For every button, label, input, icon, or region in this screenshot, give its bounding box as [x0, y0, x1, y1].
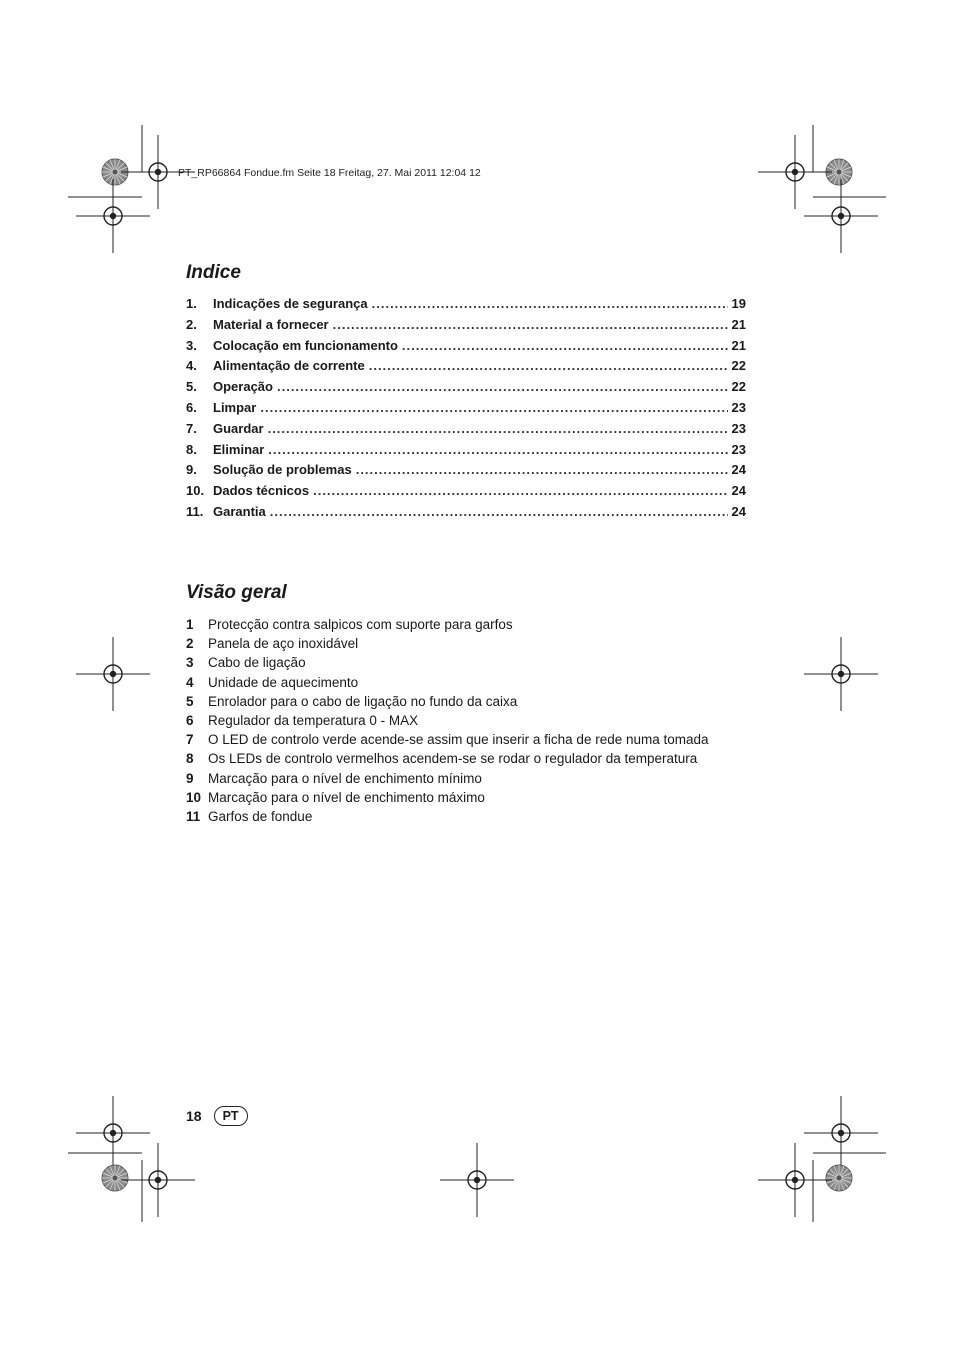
- toc-number: 5.: [186, 379, 197, 395]
- overview-item-text: Protecção contra salpicos com suporte para garfos: [208, 617, 513, 632]
- toc-leader-dots: [268, 421, 728, 436]
- overview-item: [186, 694, 766, 713]
- overview-item: [186, 617, 766, 636]
- toc-page-number: 19: [731, 296, 746, 311]
- toc-page-number: 24: [731, 483, 746, 499]
- overview-item-text: Marcação para o nível de enchimento mínimo: [208, 770, 482, 786]
- overview-item-number: 10: [186, 789, 202, 805]
- toc-title: Alimentação de corrente: [213, 358, 365, 374]
- page-footer: [186, 1106, 248, 1126]
- index-title: Indice: [186, 262, 241, 283]
- toc-title: Operação: [213, 379, 273, 395]
- toc-number: 1.: [186, 296, 197, 311]
- parts-overview-list: [186, 617, 766, 828]
- overview-item-text: Os LEDs de controlo vermelhos acendem-se se rodar o regulador da temperatura: [208, 751, 698, 767]
- overview-item-number: 1: [186, 617, 194, 632]
- toc-leader-dots: [260, 400, 727, 415]
- overview-item: [186, 675, 766, 694]
- toc-leader-dots: [356, 462, 728, 477]
- toc-leader-dots: [372, 296, 728, 311]
- overview-item: [186, 771, 766, 790]
- overview-item-number: 6: [186, 712, 194, 728]
- overview-item-text: Marcação para o nível de enchimento máximo: [208, 789, 485, 805]
- toc-page-number: 21: [731, 316, 746, 332]
- page-number: 18: [186, 1108, 202, 1124]
- overview-title: Visão geral: [186, 582, 287, 603]
- toc-leader-dots: [402, 338, 728, 353]
- toc-page-number: 22: [731, 379, 746, 395]
- toc-entry: [186, 317, 746, 338]
- overview-item-text: Panela de aço inoxidável: [208, 636, 359, 652]
- toc-title: Material a fornecer: [213, 316, 329, 332]
- toc-entry: [186, 504, 746, 525]
- toc-leader-dots: [268, 442, 727, 457]
- toc-number: 2.: [186, 316, 197, 332]
- toc-title: Indicações de segurança: [213, 296, 368, 311]
- toc-number: 10.: [186, 483, 205, 499]
- toc-entry: [186, 462, 746, 483]
- overview-item-number: 11: [186, 808, 201, 824]
- toc-title: Limpar: [213, 399, 257, 415]
- overview-item-number: 7: [186, 732, 194, 748]
- toc-number: 9.: [186, 462, 197, 478]
- toc-leader-dots: [369, 358, 728, 373]
- toc-number: 8.: [186, 441, 197, 457]
- toc-number: 11.: [186, 503, 204, 519]
- overview-item: [186, 809, 766, 828]
- toc-number: 3.: [186, 337, 197, 353]
- overview-item-number: 2: [186, 636, 194, 652]
- toc-page-number: 24: [731, 462, 746, 478]
- toc-title: Dados técnicos: [213, 483, 310, 499]
- toc-page-number: 24: [731, 503, 746, 519]
- overview-item: [186, 790, 766, 809]
- toc-page-number: 22: [731, 358, 746, 374]
- toc-title: Garantia: [213, 503, 266, 519]
- overview-item-number: 8: [186, 751, 194, 767]
- overview-item-text: O LED de controlo verde acende-se assim que inserir a ficha de rede numa tomada: [208, 732, 709, 748]
- overview-item-text: Unidade de aquecimento: [208, 674, 359, 690]
- overview-item-number: 5: [186, 693, 194, 709]
- toc-title: Colocação em funcionamento: [213, 337, 398, 353]
- language-badge: PT: [214, 1106, 248, 1126]
- overview-item: [186, 655, 766, 674]
- overview-item-text: Garfos de fondue: [208, 808, 313, 824]
- toc-entry: [186, 379, 746, 400]
- toc-entry: [186, 338, 746, 359]
- overview-item-text: Regulador da temperatura 0 - MAX: [208, 712, 419, 728]
- toc-entry: [186, 483, 746, 504]
- toc-page-number: 23: [731, 420, 746, 436]
- toc-number: 4.: [186, 358, 197, 374]
- toc-leader-dots: [270, 504, 728, 519]
- toc-number: 7.: [186, 420, 197, 436]
- overview-item-number: 9: [186, 770, 194, 786]
- overview-item-text: Cabo de ligação: [208, 655, 306, 671]
- toc-title: Guardar: [213, 420, 264, 436]
- overview-item-text: Enrolador para o cabo de ligação no fundo da caixa: [208, 693, 518, 709]
- file-info-header: PT_RP66864 Fondue.fm Seite 18 Freitag, 27. Mai 2011 12:04 12: [178, 167, 481, 179]
- toc-entry: [186, 400, 746, 421]
- toc-leader-dots: [313, 483, 727, 498]
- overview-item: [186, 732, 766, 751]
- toc-page-number: 21: [731, 337, 746, 353]
- toc-number: 6.: [186, 399, 197, 415]
- toc-title: Eliminar: [213, 441, 265, 457]
- toc-leader-dots: [277, 379, 728, 394]
- table-of-contents: [186, 296, 746, 525]
- toc-title: Solução de problemas: [213, 462, 352, 478]
- overview-item: [186, 713, 766, 732]
- toc-entry: [186, 296, 746, 317]
- toc-page-number: 23: [731, 399, 746, 415]
- toc-page-number: 23: [731, 441, 746, 457]
- overview-item-number: 3: [186, 655, 194, 671]
- toc-leader-dots: [333, 317, 728, 332]
- overview-item-number: 4: [186, 674, 194, 690]
- toc-entry: [186, 442, 746, 463]
- toc-entry: [186, 421, 746, 442]
- toc-entry: [186, 358, 746, 379]
- overview-item: [186, 751, 766, 770]
- overview-item: [186, 636, 766, 655]
